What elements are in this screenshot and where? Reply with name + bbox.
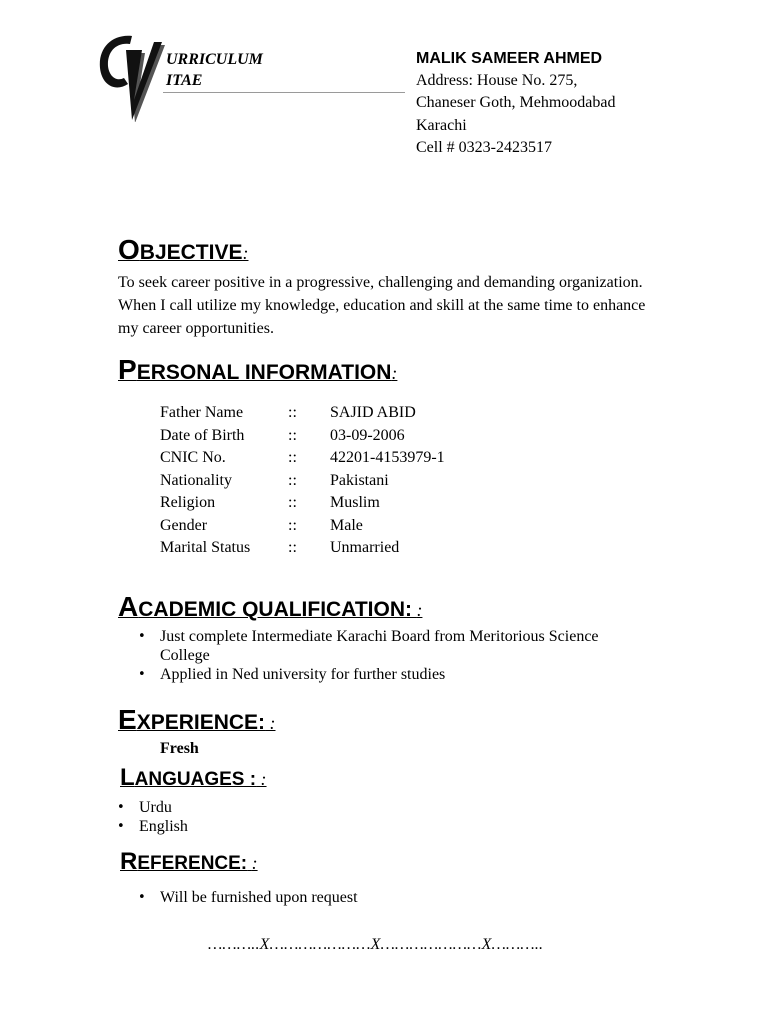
reference-heading: REFERENCE: : bbox=[120, 848, 258, 875]
info-value: SAJID ABID bbox=[330, 404, 416, 421]
objective-text: To seek career positive in a progressive, challenging and demanding organization. When I call utilize my knowledge, education and skill at the same time to enhance my career opportunities. bbox=[118, 274, 646, 337]
cv-title-line-1: URRICULUM bbox=[166, 51, 263, 68]
cv-logo bbox=[96, 30, 166, 122]
personal-info-table bbox=[160, 404, 445, 562]
info-separator: :: bbox=[288, 426, 297, 444]
info-separator: :: bbox=[288, 404, 297, 421]
info-separator: :: bbox=[288, 449, 297, 466]
address-line: Karachi bbox=[416, 117, 467, 134]
personal-info-heading: PERSONAL INFORMATION: bbox=[118, 354, 398, 385]
info-separator: :: bbox=[288, 494, 297, 511]
info-label: Marital Status bbox=[160, 539, 251, 556]
info-row bbox=[160, 472, 445, 495]
info-value: Male bbox=[330, 516, 363, 534]
info-label: CNIC No. bbox=[160, 449, 226, 466]
info-label: Date of Birth bbox=[160, 426, 245, 444]
applicant-name: MALIK SAMEER AHMED bbox=[416, 50, 603, 67]
info-label: Father Name bbox=[160, 404, 244, 421]
info-row bbox=[160, 449, 445, 472]
objective-heading: OBJECTIVE: bbox=[118, 234, 249, 265]
info-row bbox=[160, 517, 445, 540]
list-item: • Just complete Intermediate Karachi Board from Meritorious Science College bbox=[160, 627, 640, 665]
languages-heading: LANGUAGES : : bbox=[120, 764, 267, 791]
info-row bbox=[160, 494, 445, 517]
info-label: Nationality bbox=[160, 471, 232, 489]
reference-list bbox=[160, 888, 358, 907]
languages-list bbox=[139, 798, 188, 836]
info-separator: :: bbox=[288, 516, 297, 534]
info-row bbox=[160, 427, 445, 450]
list-item: • Will be furnished upon request bbox=[160, 888, 358, 907]
cv-title-line-2: ITAE bbox=[166, 72, 203, 89]
info-value: Muslim bbox=[330, 494, 380, 511]
info-separator: :: bbox=[288, 539, 297, 556]
academic-list bbox=[160, 627, 640, 684]
experience-heading: EXPERIENCE: : bbox=[118, 704, 276, 735]
info-label: Gender bbox=[160, 516, 208, 534]
address-line: Chaneser Goth, Mehmoodabad bbox=[416, 94, 616, 111]
info-separator: :: bbox=[288, 471, 297, 489]
info-row bbox=[160, 539, 445, 562]
info-value: 03-09-2006 bbox=[330, 426, 405, 444]
phone-number: Cell # 0323-2423517 bbox=[416, 139, 552, 156]
info-row bbox=[160, 404, 445, 427]
info-value: Unmarried bbox=[330, 539, 400, 556]
info-value: 42201-4153979-1 bbox=[330, 449, 445, 466]
list-item: • English bbox=[139, 817, 188, 836]
header-divider bbox=[163, 92, 405, 93]
experience-text: Fresh bbox=[160, 740, 199, 757]
info-label: Religion bbox=[160, 494, 216, 511]
address-line: Address: House No. 275, bbox=[416, 72, 578, 89]
footer-divider: ………..X…………………X…………………X……….. bbox=[208, 936, 544, 953]
info-value: Pakistani bbox=[330, 471, 389, 489]
list-item: • Applied in Ned university for further studies bbox=[160, 665, 640, 684]
academic-heading: ACADEMIC QUALIFICATION: : bbox=[118, 591, 423, 622]
list-item: • Urdu bbox=[139, 798, 188, 817]
